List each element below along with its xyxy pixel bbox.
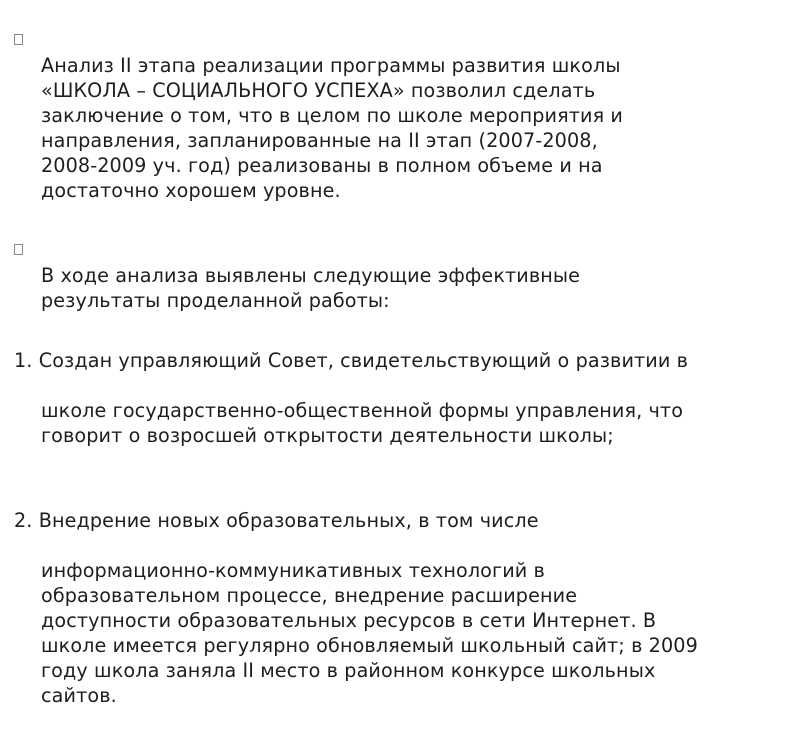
numbered-item-2-first-line: 2. Внедрение новых образовательных, в том числе [14, 509, 539, 532]
bullet-paragraph-1-text: Анализ II этапа реализации программы развития школы «ШКОЛА – СОЦИАЛЬНОГО УСПЕХА» позволил сделать заключение о том, что в целом по школе мероприятия и направления, запланированные на II этап (2007-2008, 2008-2009 уч. год) реализованы в полном объеме и на достаточно хорошем уровне. [41, 54, 623, 202]
bullet-paragraph-2 [14, 213, 794, 313]
numbered-item-2 [14, 483, 794, 733]
slide-text-body [14, 3, 794, 743]
square-bullet-icon [14, 9, 23, 20]
numbered-item-1-first-line: 1. Создан управляющий Совет, свидетельствующий о развитии в [14, 349, 689, 372]
numbered-item-1-continuation: школе государственно-общественной формы управления, что говорит о возросшей открытости деятельности школы; [41, 399, 684, 447]
bullet-paragraph-1 [14, 3, 794, 203]
numbered-item-1 [14, 323, 794, 473]
numbered-item-2-continuation: информационно-коммуникативных технологий в образовательном процессе, внедрение расширение доступности образовательных ресурсов в сети Интернет. В школе имеется регулярно обновляемый школьный сайт; в 2009 году школа заняла II место в районном конкурсе школьных сайтов. [41, 559, 698, 707]
bullet-paragraph-2-text: В ходе анализа выявлены следующие эффективные результаты проделанной работы: [41, 264, 581, 312]
square-bullet-icon [14, 219, 23, 230]
